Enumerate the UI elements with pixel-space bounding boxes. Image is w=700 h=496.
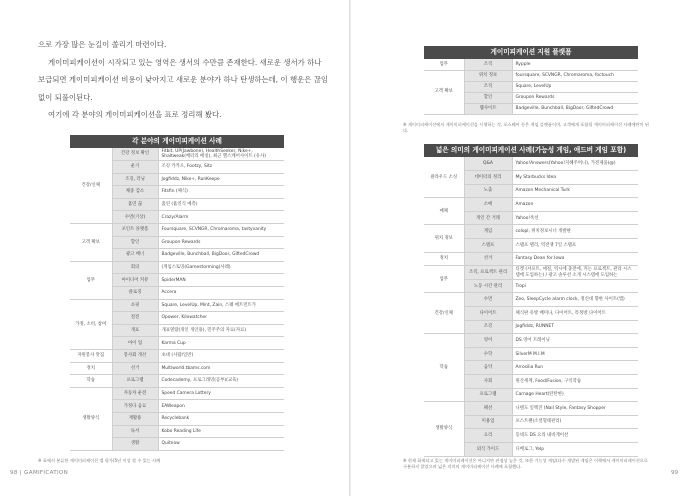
subcategory-cell: 수면(기상) (112, 211, 158, 224)
category-cell: 업무 (424, 59, 464, 70)
table-row (424, 70, 638, 81)
subcategory-cell: 외식 가이드 (464, 442, 512, 456)
value-cell: SpiderMAN (158, 274, 284, 287)
subcategory-cell: 다이어트 (464, 307, 512, 321)
value-cell: Accera (158, 287, 284, 300)
table-row (424, 266, 638, 280)
table-title: 넓은 의미의 게이미피케이션 사례(가능성 게임, 애드버 게임 포함) (424, 144, 638, 157)
subcategory-cell: 선거 (464, 252, 512, 266)
value-cell: 흡연 (흡연식 예측) (158, 198, 284, 211)
value-cell: Speed Camera Lottery (158, 387, 284, 400)
subcategory-cell: 할인 (464, 92, 512, 103)
subcategory-cell: 클로징 (112, 287, 158, 300)
value-cell: 포스트팬(소셜형태관리) (512, 415, 638, 429)
subcategory-cell: 조직 (464, 81, 512, 92)
value-cell: My Starbucks Idea (512, 171, 638, 185)
table-row (424, 198, 638, 212)
subcategory-cell: 생활 (112, 438, 158, 451)
category-cell: 업무 (424, 266, 464, 293)
value-cell: Fantasy Dean for Iowa (512, 252, 638, 266)
table-row (70, 261, 284, 274)
value-cell: Square, LevelUp (512, 81, 638, 92)
subcategory-cell: 가정다 음료 (112, 400, 158, 413)
value-cell: Fitsfin (체식) (158, 186, 284, 199)
left-page (0, 0, 349, 496)
subcategory-cell: 수학 (464, 347, 512, 361)
value-cell: foursquare, SCVNGR, Chromaroma, foctouch (512, 70, 638, 81)
category-cell: 업무 (70, 261, 112, 299)
subcategory-cell: 광고 배너 (112, 249, 158, 262)
value-cell: Groupon Rewards (158, 236, 284, 249)
table-row (70, 375, 284, 388)
cases-table (70, 148, 284, 451)
value-cell: Tropi (512, 279, 638, 293)
subcategory-cell: 조직 (464, 59, 512, 70)
subcategory-cell: 패션 (464, 402, 512, 416)
table-row (424, 252, 638, 266)
body-text (38, 36, 328, 124)
subcategory-cell: 소매 (464, 198, 512, 212)
table-note: ※ 게이미피케이션에서 게이미피케이션을 시행하는 것, 포스웨어 등은 게임 플랫폼이며, 고객에게 포함될 게이미피케이션 사례에만이 된다. (403, 122, 649, 133)
subcategory-cell: 웹사이트 (464, 103, 512, 114)
subcategory-cell: 개표 (112, 324, 158, 337)
value-cell: 조깅 카카오, Footzy, Sitz (158, 161, 284, 174)
category-cell: 학습 (70, 375, 112, 388)
value-cell: Carnage Heart(탄탄한) (512, 388, 638, 402)
subcategory-cell: 음악 (464, 361, 512, 375)
subcategory-cell: 운기 (112, 161, 158, 174)
value-cell: Square, LevelUp, Mint, Zain, 스퀘 매트먼트가 (158, 299, 284, 312)
value-cell: Fitbit, UP(Jawbone), HealthSeeker, Nike+, Shaltweak(배터리 매칭), 최근 헬스케어사이트 (유사) (158, 148, 284, 161)
platform-table (424, 59, 638, 115)
category-cell: 고객 확보 (70, 224, 112, 262)
category-cell: 가정, 소비, 참여 (70, 299, 112, 349)
category-cell: 건강/신체 (70, 148, 112, 224)
subcategory-cell: 위치 정보 (464, 70, 512, 81)
value-cell: Amazon Mechanical Turk (512, 184, 638, 198)
subcategory-cell: 스탬프 (464, 239, 512, 253)
category-cell: 건강/신체 (424, 293, 464, 334)
value-cell: 원산세계, Food/Fusion, 구익학습 (512, 375, 638, 389)
subcategory-cell: 게임 (464, 225, 512, 239)
value-cell: Amazon (512, 198, 638, 212)
value-cell: Codecademy, 프로그래밍(공부)(교육) (158, 375, 284, 388)
subcategory-cell: 노동 시간 관리 (464, 279, 512, 293)
category-cell: 생활양식 (70, 387, 112, 450)
category-cell: 학습 (424, 334, 464, 402)
category-cell: 자원봉사 맛집 (70, 350, 112, 363)
subcategory-cell: 아이 업 (112, 337, 158, 350)
value-cell: Badgeville, Bunchball, BigDoor, GiftedCrowd (512, 103, 638, 114)
subcategory-cell: 개인 간 거래 (464, 211, 512, 225)
table-row (424, 59, 638, 70)
subcategory-cell: 조직, 프로젝트 관리 (464, 266, 512, 280)
subcategory-cell: 자동차 운전 (112, 387, 158, 400)
subcategory-cell: 봉사회 개선 (112, 350, 158, 363)
category-cell: 정치 (424, 252, 464, 266)
value-cell: Recyclebank (158, 412, 284, 425)
value-cell: 티켓 (서포트, 애질, 역시에 충전에, 커는 프로젝트, 관리 시스템에 도입하는) / 광고 솔루션 소개 시스템에 도입하는 (512, 266, 638, 280)
table-row (70, 148, 284, 161)
page-footer: 99 (671, 470, 679, 476)
value-cell: Kobo Reading Life (158, 425, 284, 438)
value-cell: 체식판 유방 배미나, 다이어트, 특정방 다이어트 (512, 307, 638, 321)
table-row (70, 387, 284, 400)
value-cell: Yahoo!Answers(Yahoo!지혜주머니), 가전제품(@) (512, 157, 638, 171)
subcategory-cell: 노출 (464, 184, 512, 198)
paragraph: 으로 가장 많은 눈길이 쏠리기 마련이다. (38, 40, 167, 49)
value-cell: (게임스토밍(Gamestorming)사례) (158, 261, 284, 274)
value-cell: Rypple (512, 59, 638, 70)
value-cell: 개표열람(개인 개인용), 민주주의 자료(자료) (158, 324, 284, 337)
value-cell: Multiworld.tbams.com (158, 362, 284, 375)
table-row (70, 350, 284, 363)
subcategory-cell: 프로그램 (464, 388, 512, 402)
value-cell: Karma Cup (158, 337, 284, 350)
value-cell: 초대 (사람/일반) (158, 350, 284, 363)
category-cell: 생활양식 (424, 402, 464, 456)
value-cell: EAWeapon (158, 400, 284, 413)
value-cell: Jogfiddz, RUNNET (512, 320, 638, 334)
subcategory-cell: 할인 (112, 236, 158, 249)
table-row (424, 334, 638, 348)
subcategory-cell: 회의 (112, 261, 158, 274)
table-row (424, 402, 638, 416)
subcategory-cell: 미용업 (464, 415, 512, 429)
subcategory-cell: 조깅 (464, 320, 512, 334)
value-cell: DS 영어 트레이닝 (512, 334, 638, 348)
subcategory-cell: 사회 (464, 375, 512, 389)
value-cell: Zeo, SleepCycle alarm clock, 정신대 향한 사이트(앱) (512, 293, 638, 307)
paragraph: 여기에 각 분야의 게이미피케이션을 표로 정리해 봤다. (48, 110, 222, 120)
value-cell: colopl, 위치정보시너 개발판 (512, 225, 638, 239)
subcategory-cell: 재활용 (112, 412, 158, 425)
broad-cases-table (424, 157, 638, 457)
subcategory-cell: 요리 (464, 429, 512, 443)
value-cell: Badgeville, Bunchball, BigDoor, GiftedCrowd (158, 249, 284, 262)
subcategory-cell: 조깅, 러닝 (112, 173, 158, 186)
right-page (351, 0, 700, 496)
value-cell: Jogfiddz, Nike+, RunKeepe (158, 173, 284, 186)
table-row (70, 299, 284, 312)
value-cell: Quitnow (158, 438, 284, 451)
value-cell: Yahoo!옥션 (512, 211, 638, 225)
page-footer: 98 | GAMIFICATION (10, 470, 69, 476)
category-cell: 정치 (70, 362, 112, 375)
subcategory-cell: 흡연 끊 (112, 198, 158, 211)
table-note: ※ 현재 화제되고 있는 게이미피케이션은 아니지만 관점상 높은 것, 또한 기능성 게임(다수 개발된 게임은 이책에서 게이미피케이션으로 구분하지 않았으며 넓은 의미의 게이미피케이션 사례에 포함했다. (403, 458, 648, 469)
subcategory-cell: 독서 (112, 425, 158, 438)
category-cell: 위치 정보 (424, 225, 464, 252)
value-cell: SilverM M.I.M (512, 347, 638, 361)
table-row (424, 293, 638, 307)
table-title: 게이미피케이션 지원 플랫폼 (424, 46, 638, 59)
category-cell: 클라우드 소싱 (424, 157, 464, 198)
value-cell: Groupon Rewards (512, 92, 638, 103)
value-cell: 동네도 DS 요리 내비게이션 (512, 429, 638, 443)
value-cell: Arrosilia Run (512, 361, 638, 375)
value-cell: 니텐도 일렉진 (Nail Style, Fantasy Shopper (512, 402, 638, 416)
table-row (70, 362, 284, 375)
value-cell: Opower, Kilowatcher (158, 312, 284, 325)
subcategory-cell: Q&A (464, 157, 512, 171)
value-cell: 디베로그, Yelp (512, 442, 638, 456)
subcategory-cell: 포인트 플랫폼 (112, 224, 158, 237)
subcategory-cell: 건강 정보 확인 (112, 148, 158, 161)
table-row (70, 224, 284, 237)
table-row (424, 157, 638, 171)
subcategory-cell: 프로그램 (112, 375, 158, 388)
subcategory-cell: 데이터의 정리 (464, 171, 512, 185)
paragraph: 게이미피케이션이 시작되고 있는 영역은 생서의 수만큼 존재한다. 새로운 생서가 하나 보급되면 게이미피케이션 비용이 낮아지고 새로운 분야가 하나 탄생하는데, 이 행운은 끊임없이 되풀이된다. (38, 57, 329, 102)
value-cell: 스탬프 랠리, 역전쟁 7일 스탬프 (512, 239, 638, 253)
subcategory-cell: 절전 (112, 312, 158, 325)
table-row (424, 225, 638, 239)
subcategory-cell: 쇼핑 (112, 299, 158, 312)
category-cell: 고객 확보 (424, 70, 464, 114)
subcategory-cell: 수면 (464, 293, 512, 307)
subcategory-cell: 아이디어 커뮤 (112, 274, 158, 287)
table-title: 각 분야의 게이미피케이션 사례 (70, 135, 284, 148)
table-note: ※ 표에서 분류한 게이미피케이션 앱 평가(5년 이상 할 수 있는 사례 (38, 458, 161, 463)
subcategory-cell: 체중 감소 (112, 186, 158, 199)
subcategory-cell: 영어 (464, 334, 512, 348)
value-cell: Foursquare, SCVNGR, Chromaroma, tastyvanity (158, 224, 284, 237)
category-cell: 매체 (424, 198, 464, 225)
value-cell: Crazy/Alarm (158, 211, 284, 224)
subcategory-cell: 선거 (112, 362, 158, 375)
